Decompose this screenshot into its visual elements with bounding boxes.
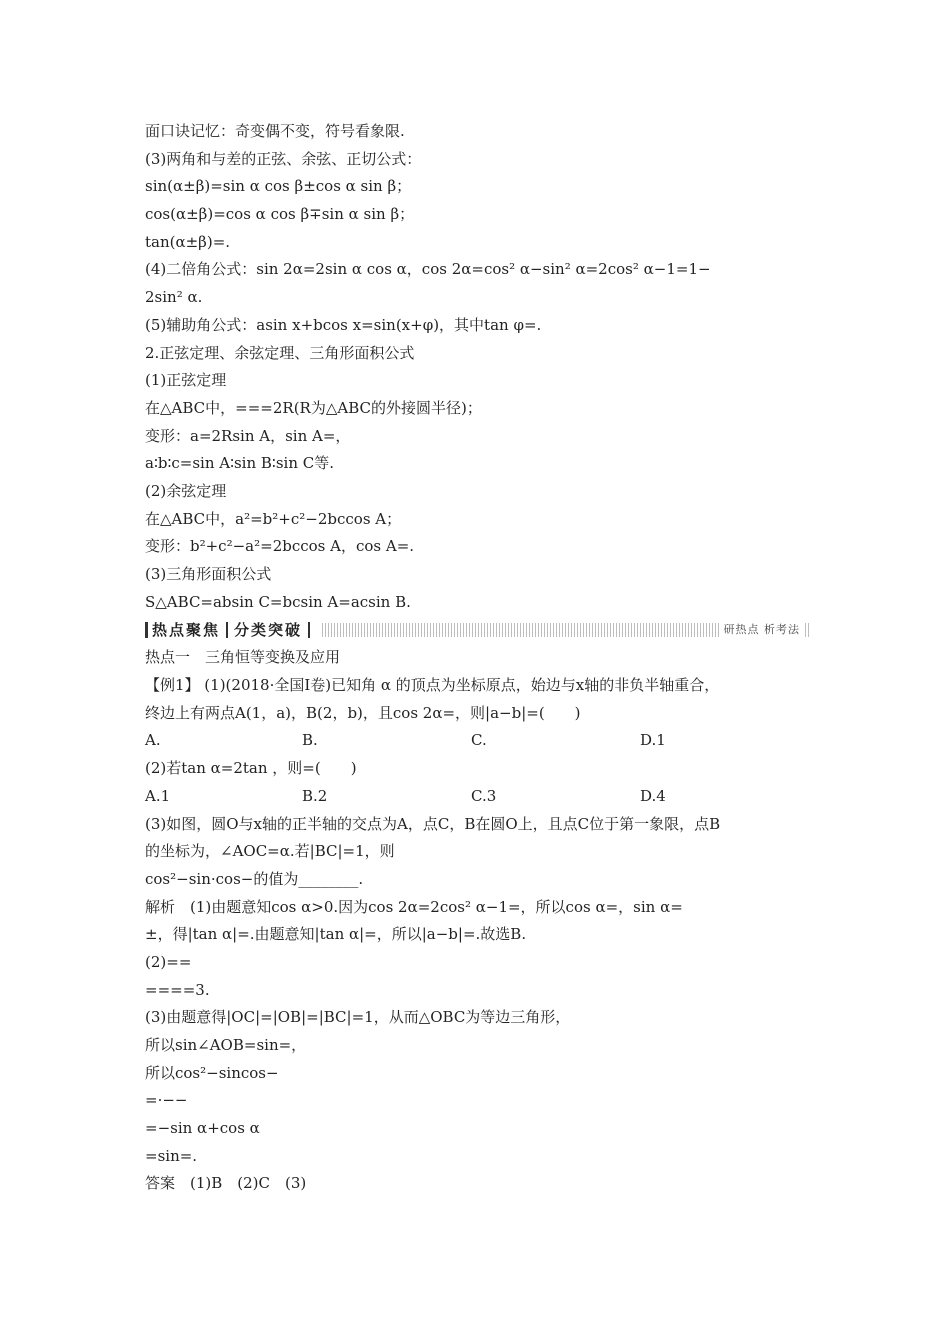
option-d: D.4 bbox=[640, 786, 666, 805]
solution-line: =−sin α+cos α bbox=[145, 1119, 260, 1138]
text-line: 变形：a=2Rsin A，sin A=， bbox=[145, 426, 351, 445]
banner-stripe bbox=[322, 623, 810, 637]
solution-line: 所以sin∠AOB=sin=， bbox=[145, 1036, 307, 1054]
solution-line: ====3. bbox=[145, 980, 210, 999]
text-line: 【例1】 (1)(2018·全国Ⅰ卷)已知角 α 的顶点为坐标原点，始边与x轴的非负半轴重合， bbox=[145, 676, 720, 695]
answer-options bbox=[145, 783, 810, 811]
banner-tag: 研热点 析考法 bbox=[720, 623, 805, 637]
solution-line: 解析 (1)由题意知cos α>0.因为cos 2α=2cos² α−1=，所以cos α=，sin α= bbox=[145, 897, 683, 916]
section-heading: 2.正弦定理、余弦定理、三角形面积公式 bbox=[145, 343, 415, 362]
solution-line: (3)由题意得|OC|=|OB|=|BC|=1，从而△OBC为等边三角形， bbox=[145, 1008, 571, 1027]
text-line: (2)余弦定理 bbox=[145, 481, 227, 500]
option-a: A. bbox=[145, 731, 161, 750]
text-line: (3)三角形面积公式 bbox=[145, 565, 272, 583]
text-line: (2)若tan α=2tan ，则=( ) bbox=[145, 759, 357, 778]
text-line: 终边上有两点A(1，a)，B(2，b)，且cos 2α=，则|a−b|=( ) bbox=[145, 703, 581, 722]
banner-title-right: 分类突破 bbox=[234, 621, 303, 640]
solution-line: 所以cos²−sincos− bbox=[145, 1063, 279, 1082]
option-b: B.2 bbox=[302, 786, 328, 805]
solution-line: =·−− bbox=[145, 1091, 188, 1110]
text-line: tan(α±β)=. bbox=[145, 232, 231, 251]
solution-line: (2)== bbox=[145, 952, 192, 971]
banner-separator bbox=[226, 622, 228, 638]
text-line: 2sin² α. bbox=[145, 288, 203, 307]
text-line: 在△ABC中，===2R(R为△ABC的外接圆半径)； bbox=[145, 398, 482, 417]
text-line: (4)二倍角公式：sin 2α=2sin α cos α，cos 2α=cos² α−sin² α=2cos² α−1=1− bbox=[145, 260, 711, 279]
example-section bbox=[145, 644, 810, 1198]
text-line: cos²−sin·cos−的值为________. bbox=[145, 869, 364, 888]
text-line: 变形：b²+c²−a²=2bccos A，cos A=. bbox=[145, 537, 415, 556]
banner-bar bbox=[145, 622, 148, 638]
option-b: B. bbox=[302, 731, 318, 750]
text-line: 在△ABC中，a²=b²+c²−2bccos A； bbox=[145, 509, 402, 528]
text-line: a∶b∶c=sin A∶sin B∶sin C等. bbox=[145, 454, 335, 473]
option-c: C.3 bbox=[471, 786, 497, 805]
banner-separator bbox=[308, 622, 310, 638]
text-line: 面口诀记忆：奇变偶不变，符号看象限. bbox=[145, 122, 405, 140]
text-line: (3)如图，圆O与x轴的正半轴的交点为A，点C，B在圆O上，且点C位于第一象限，点B bbox=[145, 814, 721, 833]
text-line: sin(α±β)=sin α cos β±cos α sin β； bbox=[145, 177, 412, 196]
solution-line: =sin=. bbox=[145, 1146, 198, 1165]
option-c: C. bbox=[471, 731, 487, 750]
text-line: 的坐标为，∠AOC=α.若|BC|=1，则 bbox=[145, 842, 395, 861]
topic-heading: 热点一 三角恒等变换及应用 bbox=[145, 648, 341, 667]
option-d: D.1 bbox=[640, 731, 666, 750]
text-line: (3)两角和与差的正弦、余弦、正切公式： bbox=[145, 149, 422, 168]
option-a: A.1 bbox=[145, 786, 171, 805]
solution-line: ±，得|tan α|=.由题意知|tan α|=，所以|a−b|=.故选B. bbox=[145, 925, 527, 944]
formula-section bbox=[145, 118, 810, 616]
banner-title-left: 热点聚焦 bbox=[152, 621, 221, 640]
text-line: (5)辅助角公式：asin x+bcos x=sin(x+φ)，其中tan φ=. bbox=[145, 315, 542, 334]
text-line: (1)正弦定理 bbox=[145, 371, 227, 390]
text-line: cos(α±β)=cos α cos β∓sin α sin β； bbox=[145, 205, 415, 224]
answer-line: 答案 (1)B (2)C (3) bbox=[145, 1174, 307, 1193]
section-banner bbox=[145, 619, 810, 640]
document-page bbox=[145, 118, 810, 1198]
text-line: S△ABC=absin C=bcsin A=acsin B. bbox=[145, 592, 411, 611]
answer-options bbox=[145, 727, 810, 755]
